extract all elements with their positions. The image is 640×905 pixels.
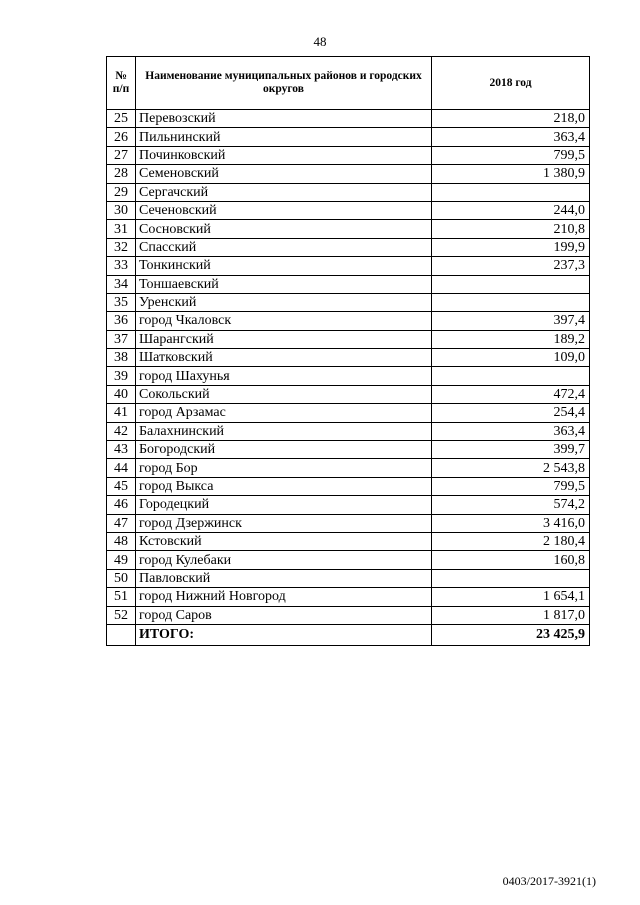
row-value: 199,9 (432, 238, 590, 256)
row-name: Балахнинский (136, 422, 432, 440)
row-value: 574,2 (432, 496, 590, 514)
total-label: ИТОГО: (136, 624, 432, 645)
row-number: 32 (107, 238, 136, 256)
row-name: Павловский (136, 569, 432, 587)
row-name: Городецкий (136, 496, 432, 514)
row-name: Спасский (136, 238, 432, 256)
row-name: Пильнинский (136, 128, 432, 146)
row-name: Сокольский (136, 385, 432, 403)
table-row (107, 275, 590, 293)
row-name: город Нижний Новгород (136, 588, 432, 606)
table-body (107, 110, 590, 625)
row-number: 49 (107, 551, 136, 569)
row-value (432, 569, 590, 587)
table-row (107, 606, 590, 624)
row-number: 26 (107, 128, 136, 146)
table-row (107, 459, 590, 477)
row-value: 160,8 (432, 551, 590, 569)
row-number: 29 (107, 183, 136, 201)
table-row (107, 201, 590, 219)
row-name: Перевозский (136, 110, 432, 128)
table-row (107, 312, 590, 330)
row-name: Семеновский (136, 165, 432, 183)
row-value (432, 367, 590, 385)
table-row (107, 128, 590, 146)
row-value: 799,5 (432, 477, 590, 495)
row-number: 50 (107, 569, 136, 587)
row-value: 363,4 (432, 128, 590, 146)
table-row (107, 110, 590, 128)
row-value: 2 180,4 (432, 532, 590, 550)
table-row (107, 422, 590, 440)
row-name: город Кулебаки (136, 551, 432, 569)
row-name: город Чкаловск (136, 312, 432, 330)
table-row (107, 349, 590, 367)
row-name: город Бор (136, 459, 432, 477)
row-name: город Дзержинск (136, 514, 432, 532)
row-name: город Шахунья (136, 367, 432, 385)
row-number: 45 (107, 477, 136, 495)
row-name: Починковский (136, 146, 432, 164)
table-row (107, 165, 590, 183)
row-number: 38 (107, 349, 136, 367)
row-value: 799,5 (432, 146, 590, 164)
row-value: 210,8 (432, 220, 590, 238)
row-number: 42 (107, 422, 136, 440)
total-num-cell (107, 624, 136, 645)
row-value: 1 380,9 (432, 165, 590, 183)
table-row (107, 532, 590, 550)
table-row (107, 220, 590, 238)
row-value (432, 293, 590, 311)
row-number: 35 (107, 293, 136, 311)
row-number: 52 (107, 606, 136, 624)
row-name: Богородский (136, 441, 432, 459)
table-row (107, 551, 590, 569)
table-row (107, 238, 590, 256)
row-value: 472,4 (432, 385, 590, 403)
table-row (107, 588, 590, 606)
row-value: 399,7 (432, 441, 590, 459)
row-value: 254,4 (432, 404, 590, 422)
row-number: 40 (107, 385, 136, 403)
row-number: 33 (107, 257, 136, 275)
header-name: Наименование муниципальных районов и городских округов (136, 57, 432, 110)
row-value: 363,4 (432, 422, 590, 440)
row-name: Сеченовский (136, 201, 432, 219)
row-number: 25 (107, 110, 136, 128)
row-number: 30 (107, 201, 136, 219)
row-value: 3 416,0 (432, 514, 590, 532)
row-name: Тоншаевский (136, 275, 432, 293)
table-row (107, 183, 590, 201)
row-number: 37 (107, 330, 136, 348)
table-header-row (107, 57, 590, 110)
row-number: 36 (107, 312, 136, 330)
row-number: 34 (107, 275, 136, 293)
row-name: город Выкса (136, 477, 432, 495)
row-number: 44 (107, 459, 136, 477)
page-number: 48 (313, 34, 327, 49)
row-number: 48 (107, 532, 136, 550)
row-name: Шатковский (136, 349, 432, 367)
row-number: 28 (107, 165, 136, 183)
row-value (432, 275, 590, 293)
table-row (107, 293, 590, 311)
row-number: 47 (107, 514, 136, 532)
table-row (107, 514, 590, 532)
table-row (107, 385, 590, 403)
header-num: № п/п (107, 57, 136, 110)
row-number: 31 (107, 220, 136, 238)
document-code: 0403/2017-3921(1) (502, 874, 596, 888)
row-number: 27 (107, 146, 136, 164)
row-number: 39 (107, 367, 136, 385)
row-value: 218,0 (432, 110, 590, 128)
data-table (106, 56, 590, 646)
total-row (107, 624, 590, 645)
row-value: 244,0 (432, 201, 590, 219)
row-number: 46 (107, 496, 136, 514)
table-row (107, 330, 590, 348)
total-value: 23 425,9 (432, 624, 590, 645)
row-value: 2 543,8 (432, 459, 590, 477)
table-row (107, 367, 590, 385)
row-number: 43 (107, 441, 136, 459)
table-row (107, 257, 590, 275)
row-name: Сосновский (136, 220, 432, 238)
table-row (107, 146, 590, 164)
row-name: город Саров (136, 606, 432, 624)
row-name: Шарангский (136, 330, 432, 348)
row-value: 189,2 (432, 330, 590, 348)
table-row (107, 477, 590, 495)
header-year: 2018 год (432, 57, 590, 110)
row-name: Тонкинский (136, 257, 432, 275)
row-value: 237,3 (432, 257, 590, 275)
table-row (107, 496, 590, 514)
row-value: 397,4 (432, 312, 590, 330)
row-number: 51 (107, 588, 136, 606)
row-name: Сергачский (136, 183, 432, 201)
row-value: 109,0 (432, 349, 590, 367)
table-row (107, 441, 590, 459)
row-number: 41 (107, 404, 136, 422)
row-value (432, 183, 590, 201)
table-row (107, 569, 590, 587)
row-name: Уренский (136, 293, 432, 311)
row-name: Кстовский (136, 532, 432, 550)
row-name: город Арзамас (136, 404, 432, 422)
row-value: 1 817,0 (432, 606, 590, 624)
table-row (107, 404, 590, 422)
row-value: 1 654,1 (432, 588, 590, 606)
